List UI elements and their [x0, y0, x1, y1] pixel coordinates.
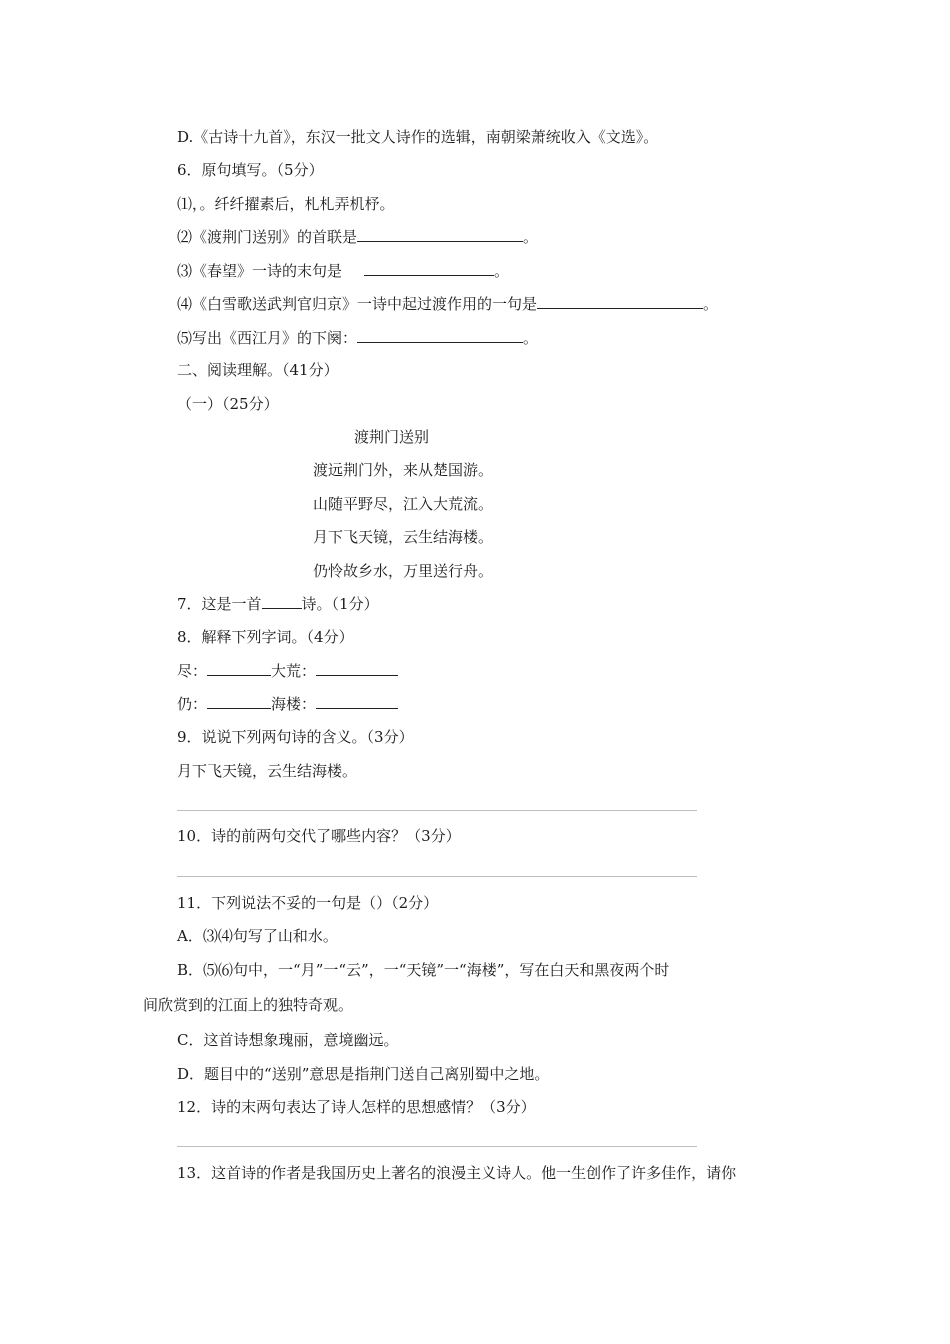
- question-7-text: 7．这是一首: [177, 595, 262, 613]
- answer-blank[interactable]: [262, 594, 302, 609]
- poem-line-3: 月下飞天镜，云生结海楼。: [313, 528, 494, 546]
- poem-title: 渡荆门送别: [354, 428, 430, 446]
- question-7: [177, 594, 379, 614]
- option-a: A．⑶⑷句写了山和水。: [177, 927, 338, 945]
- poem-line-2: 山随平野尽，江入大荒流。: [313, 495, 494, 513]
- option-c: C．这首诗想象瑰丽，意境幽远。: [177, 1031, 399, 1049]
- option-b-line-1: B．⑸⑹句中，一“月”一“云”，一“天镜”一“海楼”，写在白天和黑夜两个时: [177, 961, 670, 979]
- fill-item-3-end: 。: [494, 262, 510, 280]
- answer-line[interactable]: [177, 810, 697, 811]
- question-9-quote: 月下飞天镜，云生结海楼。: [177, 762, 358, 780]
- question-7-end: 诗。（1分）: [301, 595, 379, 613]
- word-label: 仍：: [177, 695, 208, 713]
- question-8-row-1: [177, 661, 398, 681]
- subsection-1-heading: （一）（25分）: [177, 395, 279, 413]
- answer-blank[interactable]: [316, 661, 398, 676]
- answer-blank[interactable]: [357, 227, 523, 242]
- fill-item-4-text: ⑷《白雪歌送武判官归京》一诗中起过渡作用的一句是: [177, 295, 538, 313]
- word-label: 大荒：: [271, 662, 317, 680]
- fill-item-4: [177, 294, 718, 314]
- fill-item-5-text: ⑸写出《西江月》的下阕：: [177, 329, 358, 347]
- question-6-heading: 6．原句填写。（5分）: [177, 161, 324, 179]
- option-d-text: D.《古诗十九首》，东汉一批文人诗作的选辑，南朝梁萧统收入《文选》。: [177, 128, 659, 146]
- fill-item-4-end: 。: [703, 295, 719, 313]
- section-2-heading: 二、阅读理解。（41分）: [177, 361, 339, 379]
- answer-blank[interactable]: [364, 261, 494, 276]
- poem-line-1: 渡远荆门外，来从楚国游。: [313, 461, 494, 479]
- answer-line[interactable]: [177, 1146, 697, 1147]
- question-8-row-2: [177, 694, 398, 714]
- question-8: 8．解释下列字词。（4分）: [177, 628, 354, 646]
- fill-item-2-text: ⑵《渡荆门送别》的首联是: [177, 228, 358, 246]
- fill-item-2: [177, 227, 538, 247]
- question-12: 12．诗的末两句表达了诗人怎样的思想感情？（3分）: [177, 1098, 536, 1116]
- answer-blank[interactable]: [207, 661, 271, 676]
- word-label: 尽：: [177, 662, 208, 680]
- answer-blank[interactable]: [207, 694, 271, 709]
- fill-item-2-end: 。: [523, 228, 539, 246]
- answer-blank[interactable]: [357, 328, 523, 343]
- option-b-line-2: 间欣赏到的江面上的独特奇观。: [143, 996, 354, 1014]
- answer-line[interactable]: [177, 876, 697, 877]
- answer-blank[interactable]: [316, 694, 398, 709]
- question-11: 11．下列说法不妥的一句是（）（2分）: [177, 894, 439, 912]
- fill-item-1: ⑴，。纤纤擢素后，札札弄机杼。: [177, 195, 395, 213]
- question-13: 13．这首诗的作者是我国历史上著名的浪漫主义诗人。他一生创作了许多佳作，请你: [177, 1164, 737, 1182]
- fill-item-3: [177, 261, 509, 281]
- poem-line-4: 仍怜故乡水，万里送行舟。: [313, 562, 494, 580]
- question-9: 9．说说下列两句诗的含义。（3分）: [177, 728, 414, 746]
- answer-blank[interactable]: [537, 294, 703, 309]
- word-label: 海楼：: [271, 695, 317, 713]
- question-10: 10．诗的前两句交代了哪些内容？（3分）: [177, 827, 461, 845]
- fill-item-5: [177, 328, 538, 348]
- fill-item-5-end: 。: [523, 329, 539, 347]
- fill-item-3-text: ⑶《春望》一诗的末句是: [177, 262, 343, 280]
- option-d: D．题目中的“送别”意思是指荆门送自己离别蜀中之地。: [177, 1065, 550, 1083]
